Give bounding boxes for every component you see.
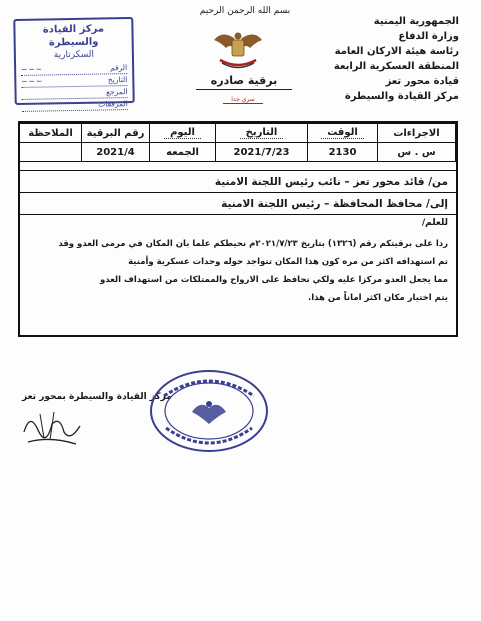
value-cell-date: 2021/7/23 [216, 143, 308, 162]
basmala: بسم الله الرحمن الرحيم [199, 6, 291, 16]
from-line: من/ قائد محور تعز – نائب رئيس اللجنة الامنية [20, 170, 456, 192]
table-row [20, 143, 456, 162]
document-type-title: برقية صادره [196, 74, 292, 90]
authority-line: المنطقة العسكرية الرابعة [333, 61, 459, 72]
handwriting-mark: ~~~ [21, 64, 44, 74]
header-cell-date: التاريخ [216, 124, 308, 143]
command-stamp-icon [148, 368, 270, 454]
authority-line: رئاسة هيئة الاركان العامة [334, 46, 459, 57]
value-cell-day: الجمعه [150, 143, 216, 162]
message-line: ردا على برقيتكم رقم (١٣٢٦) بتاريخ ٢٠٢١/٧/٢٣م نحيطكم علما بان المكان في مرمى العدو وقد [58, 239, 448, 249]
telegram-form [18, 121, 458, 337]
authority-header [309, 14, 459, 104]
authority-line: الجمهورية اليمنية [373, 16, 459, 27]
signature-caption: مركز القيادة والسيطرة بمحور تعز [22, 392, 172, 402]
header-cell-notes: الملاحظة [20, 124, 82, 143]
handwritten-signature-icon [20, 402, 90, 452]
stamp-title: مركز القيادة والسيطرة [42, 23, 105, 49]
authority-line: وزارة الدفاع [398, 31, 459, 42]
stamp-row-label: المرجع [105, 87, 128, 97]
to-line: إلى/ محافظ المحافظة – رئيس اللجنة الامنية [20, 192, 456, 214]
stamp-row-label: الرقم [109, 63, 128, 73]
value-cell-notes [20, 143, 82, 162]
message-line: يتم اختيار مكان اكثر اماناً من هذا. [307, 293, 448, 303]
classification-tag: سري جدا [223, 96, 263, 104]
stamp-row-label: التاريخ [107, 75, 128, 85]
authority-line: قيادة محور تعز [385, 76, 459, 87]
eagle-emblem-icon [210, 26, 266, 72]
handwriting-mark: ~~~ [21, 76, 44, 86]
stamp-row-label: المرفقات [98, 99, 128, 109]
value-cell-time: 2130 [308, 143, 378, 162]
message-line: تم استهدافه اكثر من مره كون هذا المكان تتواجد حوله وحدات عسكرية وأمنية [128, 257, 448, 267]
header-cell-time: الوقت [308, 124, 378, 143]
message-body [20, 231, 456, 307]
value-cell-telegram-number: 2021/4 [82, 143, 150, 162]
header-cell-day: اليوم [150, 124, 216, 143]
header-cell-actions: الاجراءات [378, 124, 456, 143]
stamp-subtitle: السكرتارية [53, 49, 95, 61]
header-cell-telegram-number: رقم البرقية [82, 124, 150, 143]
message-line: مما يجعل العدو مركزا عليه ولكي نحافظ على الارواح والممتلكات من استهداف العدو [99, 275, 448, 285]
stamp-row [22, 98, 128, 112]
table-header-row [20, 124, 456, 143]
authority-line: مركز القيادة والسيطرة [344, 91, 459, 102]
secretariat-stamp [13, 17, 134, 109]
greeting-line: للعلم/ [20, 214, 456, 231]
telegram-info-table [19, 123, 456, 162]
value-cell-actions: س . س [378, 143, 456, 162]
